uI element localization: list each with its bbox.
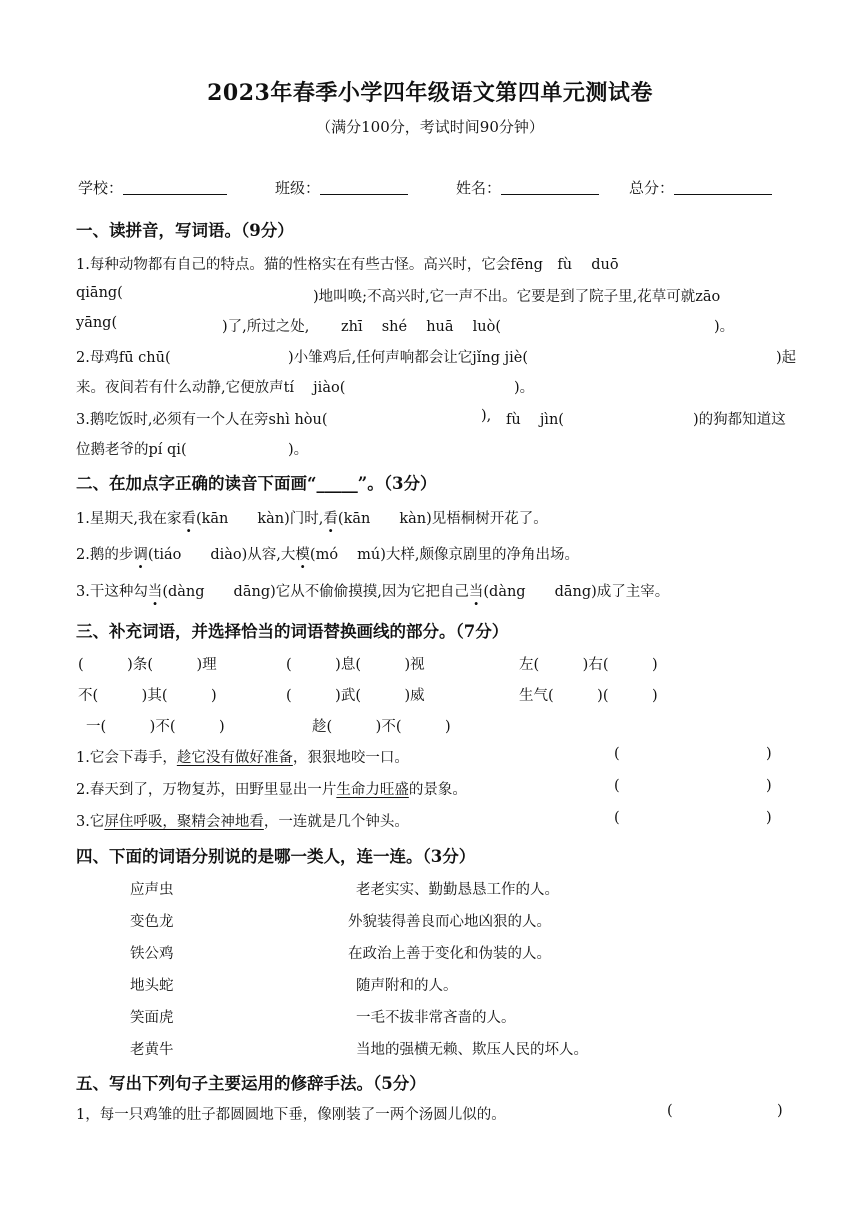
page-subtitle: （满分100分，考试时间90分钟） xyxy=(316,118,544,136)
section-3-heading: 三、补充词语，并选择恰当的词语替换画线的部分。（7分） xyxy=(76,622,509,641)
section-5-heading: 五、写出下列句子主要运用的修辞手法。（5分） xyxy=(76,1074,426,1093)
dotted-char: 当 xyxy=(468,584,484,600)
dotted-char: 模 xyxy=(295,547,310,563)
s1-line-4b: )小雏鸡后,任何声响都会让它jǐng jiè( xyxy=(288,350,528,366)
idiom-blank[interactable]: ( )武( )威 xyxy=(286,688,425,704)
name-label: 姓名： xyxy=(456,179,502,197)
match-left-item[interactable]: 地头蛇 xyxy=(130,978,174,994)
s1-line-1: 1.每种动物都有自己的特点。猫的性格实在有些古怪。高兴时，它会fēng fù duō xyxy=(76,257,619,273)
school-label: 学校： xyxy=(78,179,124,197)
answer-paren-close: ) xyxy=(777,1103,783,1119)
s1-line-5a: 来。夜间若有什么动静,它便放声tí jiào( xyxy=(76,380,346,396)
class-blank[interactable] xyxy=(320,180,408,195)
idiom-blank[interactable]: 不( )其( ) xyxy=(78,688,217,704)
s3-question-2: 2.春天到了，万物复苏，田野里显出一片生命力旺盛的景象。 xyxy=(76,782,467,798)
answer-paren-open[interactable]: ( xyxy=(667,1103,673,1119)
s1-line-2a: qiāng( xyxy=(76,285,123,301)
s1-line-4a: 2.母鸡fū chū( xyxy=(76,350,171,366)
s1-line-6c: fù jìn( xyxy=(506,412,564,428)
idiom-blank[interactable]: 生气( )( ) xyxy=(519,688,658,704)
s1-line-6b: ), xyxy=(481,408,492,424)
answer-paren-close: ) xyxy=(766,746,772,762)
school-field[interactable] xyxy=(78,177,227,198)
s1-line-6a: 3.鹅吃饭时,必须有一个人在旁shì hòu( xyxy=(76,412,328,428)
idiom-blank[interactable]: 趁( )不( ) xyxy=(312,719,451,735)
idiom-blank[interactable]: ( )息( )视 xyxy=(286,657,425,673)
dotted-char: 当 xyxy=(147,584,163,600)
section-1-heading: 一、读拼音，写词语。（9分） xyxy=(76,221,294,240)
s1-line-2b: )地叫唤;不高兴时,它一声不出。它要是到了院子里,花草可就zāo xyxy=(313,289,721,305)
s2-question-2: 2.鹅的步调(tiáo diào)从容,大模(mó mú)大样,颇像京剧里的净角出场。 xyxy=(76,547,580,563)
underlined-phrase: 屏住呼吸，聚精会神地看 xyxy=(104,814,264,830)
s3-question-1: 1.它会下毒手，趁它没有做好准备，狠狠地咬一口。 xyxy=(76,750,409,766)
section-2-heading: 二、在加点字正确的读音下面画“_____”。（3分） xyxy=(76,474,437,493)
s1-line-7b: )。 xyxy=(288,442,309,458)
match-right-item[interactable]: 当地的强横无赖、欺压人民的坏人。 xyxy=(356,1042,588,1058)
answer-paren-open[interactable]: ( xyxy=(614,810,620,826)
class-field[interactable] xyxy=(275,177,408,198)
dotted-char: 调 xyxy=(133,547,148,563)
match-left-item[interactable]: 铁公鸡 xyxy=(130,946,174,962)
match-left-item[interactable]: 变色龙 xyxy=(130,914,174,930)
match-left-item[interactable]: 笑面虎 xyxy=(130,1010,174,1026)
total-label: 总分： xyxy=(629,179,675,197)
name-field[interactable] xyxy=(456,177,599,198)
s1-line-3b: )了,所过之处, xyxy=(222,319,310,335)
s2-question-3: 3.干这种勾当(dàng dāng)它从不偷偷摸摸,因为它把自己当(dàng dāng)成了主宰。 xyxy=(76,584,670,600)
school-blank[interactable] xyxy=(123,180,227,195)
answer-paren-close: ) xyxy=(766,810,772,826)
s1-line-3a: yāng( xyxy=(76,315,118,331)
match-right-item[interactable]: 在政治上善于变化和伪装的人。 xyxy=(348,946,551,962)
idiom-blank[interactable]: 左( )右( ) xyxy=(519,657,658,673)
s1-line-7a: 位鹅老爷的pí qi( xyxy=(76,442,187,458)
answer-paren-open[interactable]: ( xyxy=(614,746,620,762)
name-blank[interactable] xyxy=(501,180,599,195)
s1-line-3d: )。 xyxy=(714,319,735,335)
underlined-phrase: 生命力旺盛 xyxy=(336,782,409,798)
underlined-phrase: 趁它没有做好准备 xyxy=(176,750,293,766)
class-label: 班级： xyxy=(275,179,321,197)
match-right-item[interactable]: 随声附和的人。 xyxy=(356,978,458,994)
dotted-char: 看 xyxy=(323,511,338,527)
s2-question-1: 1.星期天,我在家看(kān kàn)门时,看(kān kàn)见梧桐树开花了。 xyxy=(76,511,548,527)
s3-question-3: 3.它屏住呼吸，聚精会神地看，一连就是几个钟头。 xyxy=(76,814,409,830)
match-left-item[interactable]: 应声虫 xyxy=(130,882,174,898)
section-4-heading: 四、下面的词语分别说的是哪一类人，连一连。（3分） xyxy=(76,847,476,866)
s5-question-1: 1，每一只鸡雏的肚子都圆圆地下垂，像刚装了一两个汤圆儿似的。 xyxy=(76,1107,506,1123)
answer-paren-close: ) xyxy=(766,778,772,794)
dotted-char: 看 xyxy=(181,511,196,527)
s1-line-5b: )。 xyxy=(514,380,535,396)
total-field[interactable] xyxy=(629,177,772,198)
page-title: 2023年春季小学四年级语文第四单元测试卷 xyxy=(207,80,653,106)
s1-line-6d: )的狗都知道这 xyxy=(693,412,786,428)
s1-line-4c: )起 xyxy=(776,350,797,366)
answer-paren-open[interactable]: ( xyxy=(614,778,620,794)
match-right-item[interactable]: 老老实实、勤勤恳恳工作的人。 xyxy=(356,882,559,898)
match-right-item[interactable]: 外貌装得善良而心地凶狠的人。 xyxy=(348,914,551,930)
match-left-item[interactable]: 老黄牛 xyxy=(130,1042,174,1058)
s1-line-3c: zhī shé huā luò( xyxy=(341,319,501,335)
total-blank[interactable] xyxy=(674,180,772,195)
idiom-blank[interactable]: ( )条( )理 xyxy=(78,657,217,673)
idiom-blank[interactable]: 一( )不( ) xyxy=(86,719,225,735)
match-right-item[interactable]: 一毛不拔非常吝啬的人。 xyxy=(356,1010,516,1026)
